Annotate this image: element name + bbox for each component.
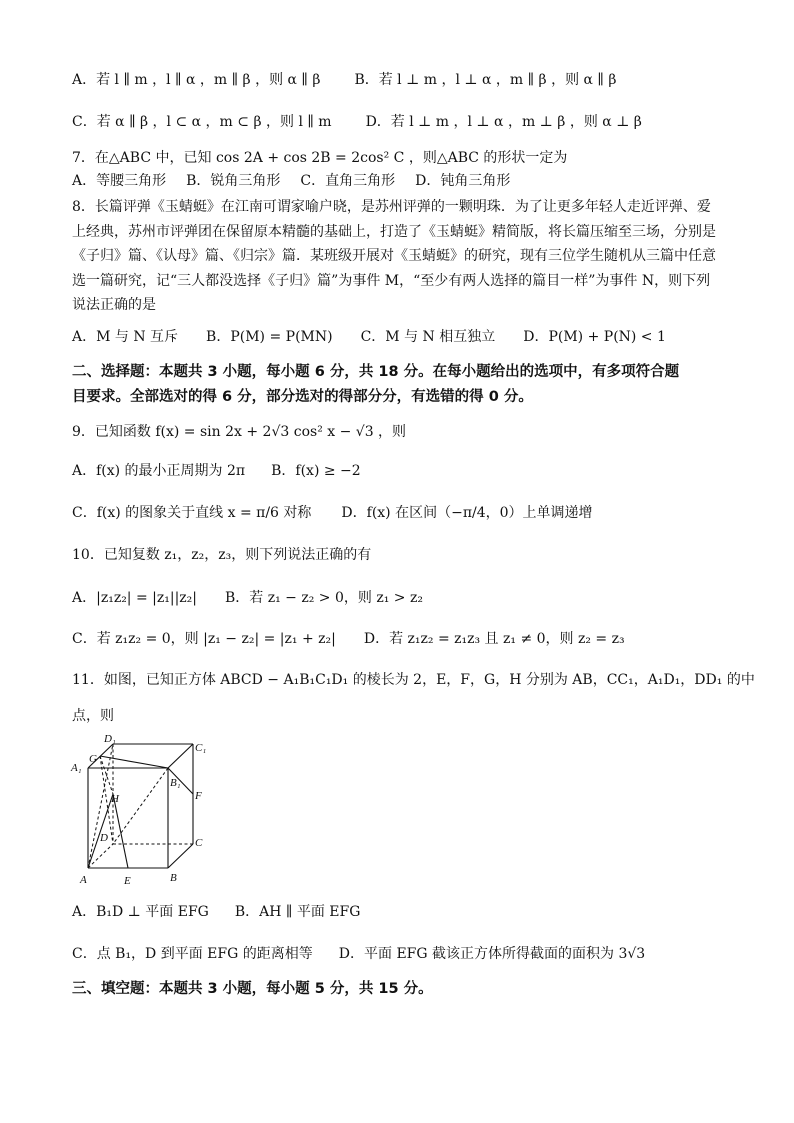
q9-options-row1 <box>72 461 361 481</box>
section-2-title-line1: 二、选择题：本题共 3 小题，每小题 6 分，共 18 分。在每小题给出的选项中，有多项符合题 <box>72 364 680 380</box>
q9-option-a: A．f(x) 的最小正周期为 2π <box>72 463 246 479</box>
q9-option-c: C．f(x) 的图象关于直线 x = π/6 对称 <box>72 505 312 521</box>
q8-option-b: B．P(M) = P(MN) <box>206 329 333 345</box>
q8-option-d: D．P(M) + P(N) < 1 <box>523 329 666 345</box>
q10-option-c: C．若 z₁z₂ = 0，则 |z₁ − z₂| = |z₁ + z₂| <box>72 631 336 647</box>
q7-options <box>72 171 510 191</box>
q11-options-row1 <box>72 902 360 922</box>
q11-option-a: A．B₁D ⊥ 平面 EFG <box>72 904 209 920</box>
edge-b-c <box>168 844 193 868</box>
section-3-title: 三、填空题：本题共 3 小题，每小题 5 分，共 15 分。 <box>72 981 433 997</box>
label-a: A <box>80 874 87 886</box>
q6-option-c: C．若 α ∥ β ，l ⊂ α ，m ⊂ β ，则 l ∥ m <box>72 114 332 130</box>
q10-options-row1 <box>72 588 423 608</box>
section-2-title-line2: 目要求。全部选对的得 6 分，部分选对的得部分分，有选错的得 0 分。 <box>72 389 533 405</box>
q9-stem: 9．已知函数 f(x) = sin 2x + 2√3 cos² x − √3 ，则 <box>72 424 407 440</box>
segment-a-h <box>88 794 113 868</box>
q9-options-row2 <box>72 503 593 523</box>
q7-option-d: D．钝角三角形 <box>415 173 511 189</box>
label-d1: D₁ <box>104 733 116 745</box>
label-a1: A₁ <box>71 762 82 774</box>
q7-stem: 7．在△ABC 中，已知 cos 2A + cos 2B = 2cos² C ，则△ABC 的形状一定为 <box>72 150 568 166</box>
q11-stem-line1: 11．如图，已知正方体 ABCD − A₁B₁C₁D₁ 的棱长为 2，E，F，G，H 分别为 AB，CC₁，A₁D₁，DD₁ 的中 <box>72 672 755 688</box>
label-h: H <box>111 793 119 805</box>
q10-option-b: B．若 z₁ − z₂ > 0，则 z₁ > z₂ <box>225 590 423 606</box>
q7-option-a: A．等腰三角形 <box>72 173 167 189</box>
label-f: F <box>195 790 202 802</box>
q8-option-a: A．M 与 N 互斥 <box>72 329 179 345</box>
edge-b1-c1 <box>168 744 193 768</box>
cube-figure <box>62 730 222 890</box>
q11-option-b: B．AH ∥ 平面 EFG <box>234 904 361 920</box>
label-b: B <box>170 872 177 884</box>
segment-h-e <box>113 794 128 868</box>
q11-option-c: C．点 B₁，D 到平面 EFG 的距离相等 <box>72 946 313 962</box>
q6-option-b: B．若 l ⊥ m ，l ⊥ α ，m ∥ β ，则 α ∥ β <box>354 72 617 88</box>
label-e: E <box>124 875 131 887</box>
q8-options <box>72 327 666 347</box>
q11-option-d: D．平面 EFG 截该正方体所得截面的面积为 3√3 <box>338 946 646 962</box>
label-c1: C₁ <box>195 742 207 754</box>
q8-option-c: C．M 与 N 相互独立 <box>360 329 496 345</box>
q6-options-row2 <box>72 112 642 132</box>
q7-option-b: B．锐角三角形 <box>186 173 281 189</box>
label-g: G <box>89 753 97 765</box>
q10-options-row2 <box>72 629 625 649</box>
q10-stem: 10．已知复数 z₁，z₂，z₃，则下列说法正确的有 <box>72 547 372 563</box>
q9-option-b: B．f(x) ≥ −2 <box>271 463 361 479</box>
q10-option-d: D．若 z₁z₂ = z₁z₃ 且 z₁ ≠ 0，则 z₂ = z₃ <box>363 631 625 647</box>
label-b1: B₁ <box>170 777 181 789</box>
q11-options-row2 <box>72 944 645 964</box>
q9-option-d: D．f(x) 在区间（−π/4，0）上单调递增 <box>341 505 593 521</box>
q6-option-d: D．若 l ⊥ m ，l ⊥ α ，m ⊥ β ，则 α ⊥ β <box>365 114 642 130</box>
label-d: D <box>100 832 108 844</box>
q8-stem: 8．长篇评弹《玉蜻蜓》在江南可谓家喻户晓，是苏州评弹的一颗明珠．为了让更多年轻人走近评弹、爱上经典，苏州市评弹团在保留原本精髓的基础上，打造了《玉蜻蜓》精简版，将长篇压缩至三场，分别是《子归》篇、《认母》篇、《归宗》篇．某班级开展对《玉蜻蜓》的研究，现有三位学生随机从三篇中任意选一篇研究，记“三人都没选择《子归》篇”为事件 M，“至少有两人选择的篇目一样”为事件 N，则下列说法正确的是 <box>72 199 716 313</box>
q6-option-a: A．若 l ∥ m ，l ∥ α ，m ∥ β ，则 α ∥ β <box>72 72 321 88</box>
label-c: C <box>195 837 203 849</box>
segment-b1-d <box>113 768 168 844</box>
q10-option-a: A．|z₁z₂| = |z₁||z₂| <box>72 590 197 606</box>
q7-option-c: C．直角三角形 <box>300 173 396 189</box>
q6-options-row1 <box>72 70 616 90</box>
q11-stem-line2: 点，则 <box>72 708 114 724</box>
